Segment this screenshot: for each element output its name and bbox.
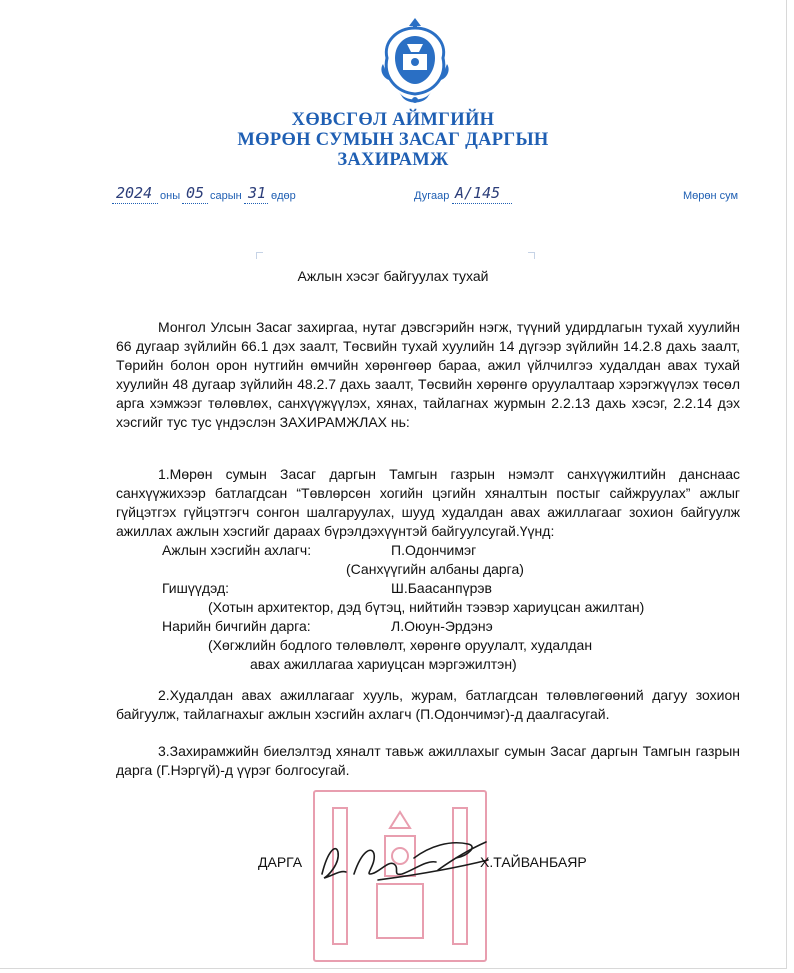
handwritten-signature-icon [318, 830, 498, 890]
working-group-roster [116, 541, 736, 674]
roster-row-secretary [116, 617, 736, 636]
signatory-position: ДАРГА [258, 854, 303, 870]
decree-title: Ажлын хэсэг байгуулах тухай [297, 268, 489, 284]
item-1-paragraph: 1.Мөрөн сумын Засаг даргын Тамгын газрын нэмэлт санхүүжилтийн данснаас санхүүжихээр батлагдсан “Төвлөрсөн хогийн цэгийн хяналтын постыг сайжруулах” ажлыг гүйцэтгэх гүйцэтгэгч сонгон шалгаруулах, шууд худалдан авах ажиллагааг зохион байгуулж ажиллах ажлын хэсгийг дараах бүрэлдэхүүнтэй байгуулсугай.Үүнд: [116, 466, 740, 539]
signatory-name: Х.ТАЙВАНБАЯР [480, 854, 587, 870]
item-3-paragraph: 3.Захирамжийн биелэлтэд хяналт тавьж ажиллахыг сумын Засаг даргын Тамгын газрын дарга (Г.Нэргүй)-д үүрэг болгосугай. [116, 743, 740, 778]
intro-paragraph: Монгол Улсын Засаг захиргаа, нутаг дэвсгэрийн нэгж, түүний удирдлагын тухай хуулийн 66 дугаар зүйлийн 66.1 дэх заалт, Төсвийн тухай хуулийн 14 дүгээр зүйлийн 14.2.8 дахь заалт, Төрийн болон орон нутгийн өмчийн хөрөнгөөр бараа, ажил үйлчилгээ худалдан авах тухай хуулийн 48 дугаар зүйлийн 48.2.7 дахь заалт, Төсвийн хөрөнгө оруулалтаар хэрэгжүүлэх төсөл арга хэмжээг төлөвлөх, санхүүжүүлэх, хянах, тайлагнах журмын 2.2.13 дахь хэсэг, 2.2.14 дэх хэсгийг тус тус үндэслэн ЗАХИРАМЖЛАХ нь: [116, 319, 740, 430]
header-line-governor: МӨРӨН СУМЫН ЗАСАГ ДАРГЫН [237, 130, 549, 150]
leader-description: (Санхүүгийн албаны дарга) [346, 561, 524, 577]
leader-name: П.Одончимэг [391, 542, 477, 558]
document-meta-row [0, 186, 786, 216]
header-line-aimag: ХӨВСГӨЛ АЙМГИЙН [291, 110, 495, 130]
title-bracket-right [528, 252, 535, 259]
item-2-paragraph: 2.Худалдан авах ажиллагааг хууль, журам, батлагдсан төлөвлөгөөний дагуу зохион байгуулж, тайлагнахыг ажлын хэсгийн ахлагч (П.Одончимэг)-д даалгасугай. [116, 687, 740, 722]
member-description: (Хотын архитектор, дэд бүтэц, нийтийн тээвэр хариуцсан ажилтан) [208, 599, 645, 615]
day-label: өдөр [271, 190, 296, 202]
header-line-decree: ЗАХИРАМЖ [337, 150, 449, 170]
secretary-label: Нарийн бичгийн дарга: [162, 618, 311, 634]
member-name: Ш.Баасанпүрэв [391, 580, 492, 596]
member-label: Гишүүдэд: [162, 580, 230, 596]
secretary-name: Л.Оюун-Эрдэнэ [391, 618, 493, 634]
handwritten-day: 31 [248, 184, 267, 202]
roster-row-member [116, 579, 736, 598]
state-emblem-icon [377, 14, 453, 106]
leader-label: Ажлын хэсгийн ахлагч: [162, 542, 312, 558]
number-label: Дугаар [414, 190, 450, 202]
secretary-description-line2: авах ажиллагаа хариуцсан мэргэжилтэн) [250, 656, 517, 672]
year-label: оны [160, 190, 181, 202]
roster-row-leader [116, 541, 736, 560]
secretary-description-line1: (Хөгжлийн бодлого төлөвлөлт, хөрөнгө оруулалт, худалдан [208, 637, 593, 653]
place-label: Мөрөн сум [683, 190, 739, 202]
handwritten-number: А/145 [455, 184, 501, 202]
handwritten-month: 05 [186, 184, 205, 202]
month-label: сарын [210, 190, 242, 202]
handwritten-year: 2024 [116, 184, 153, 202]
title-bracket-left [256, 252, 263, 259]
